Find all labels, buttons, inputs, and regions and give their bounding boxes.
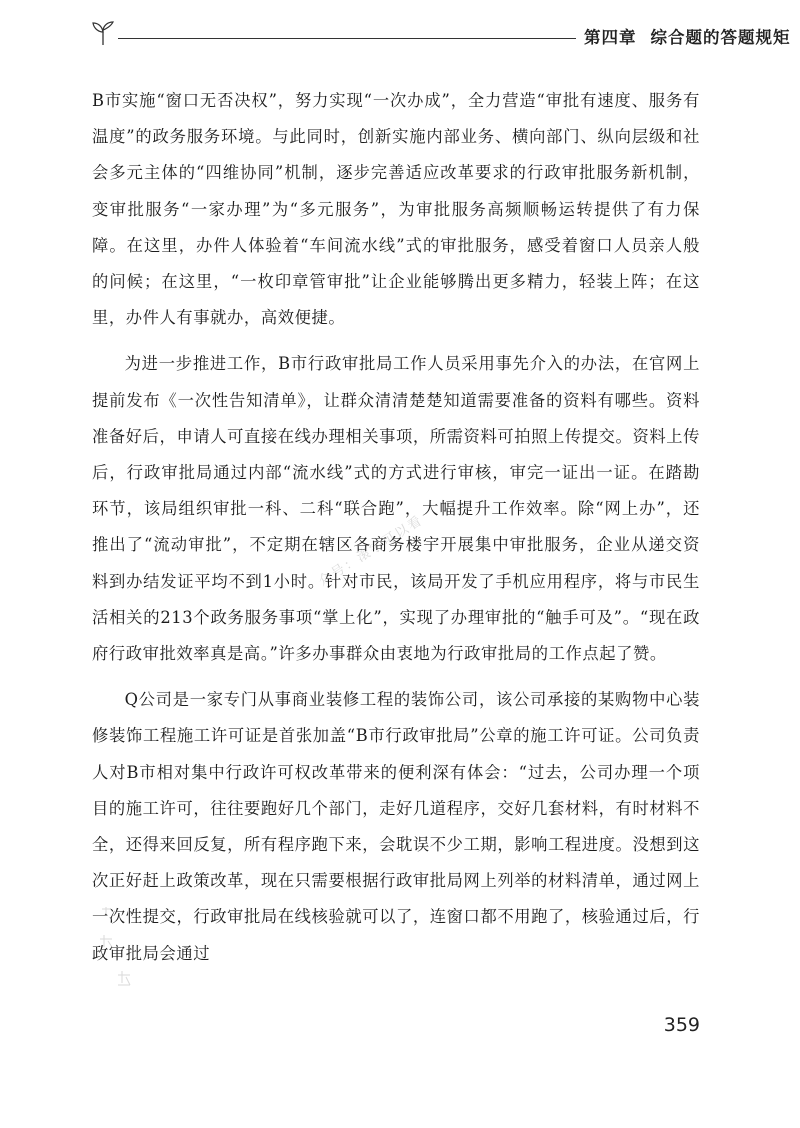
chapter-number: 第四章	[584, 28, 637, 47]
sprout-icon	[90, 20, 116, 46]
paragraph-3: Q公司是一家专门从事商业装修工程的装饰公司，该公司承接的某购物中心装修装饰工程施工许可证是首张加盖“B市行政审批局”公章的施工许可证。公司负责人对B市相对集中行政许可权改革带来的便利深有体会：“过去，公司办理一个项目的施工许可，往往要跑好几个部门，走好几道程序，交好几套材料，有时材料不全，还得来回反复，所有程序跑下来，会耽误不少工期，影响工程进度。没想到这次正好赶上政策改革，现在只需要根据行政审批局网上列举的材料清单，通过网上一次性提交，行政审批局在线核验就可以了，连窗口都不用跑了，核验通过后，行政审批局会通过	[92, 690, 700, 963]
watermark: 众号：滚宇可以看	[316, 513, 426, 590]
chapter-title: 综合题的答题规矩	[650, 28, 791, 47]
running-header	[90, 18, 791, 50]
scan-marks	[96, 905, 146, 995]
paragraph-1: B市实施“窗口无否决权”，努力实现“一次办成”，全力营造“审批有速度、服务有温度”的政务服务环境。与此同时，创新实施内部业务、横向部门、纵向层级和社会多元主体的“四维协同”机制，逐步完善适应改革要求的行政审批服务新机制，变审批服务“一家办理”为“多元服务”，为审批服务高频顺畅运转提供了有力保障。在这里，办件人体验着“车间流水线”式的审批服务，感受着窗口人员亲人般的问候；在这里，“一枚印章管审批”让企业能够腾出更多精力，轻装上阵；在这里，办件人有事就办，高效便捷。	[92, 91, 700, 328]
chapter-heading	[584, 24, 790, 48]
paragraph-2: 为进一步推进工作，B市行政审批局工作人员采用事先介入的办法，在官网上提前发布《一次性告知清单》，让群众清清楚楚知道需要准备的资料有哪些。资料准备好后，申请人可直接在线办理相关事项，所需资料可拍照上传提交。资料上传后，行政审批局通过内部“流水线”式的方式进行审核，审完一证出一证。在踏勘环节，该局组织审批一科、二科“联合跑”，大幅提升工作效率。除“网上办”，还推出了“流动审批”，不定期在辖区各商务楼宇开展集中审批服务，企业从递交资料到办结发证平均不到1小时。针对市民，该局开发了手机应用程序，将与市民生活相关的213个政务服务事项“掌上化”，实现了办理审批的“触手可及”。“现在政府行政审批效率真是高。”许多办事群众由衷地为行政审批局的工作点起了赞。	[92, 354, 700, 664]
header-rule	[118, 38, 576, 39]
page-number: 359	[663, 1014, 700, 1036]
